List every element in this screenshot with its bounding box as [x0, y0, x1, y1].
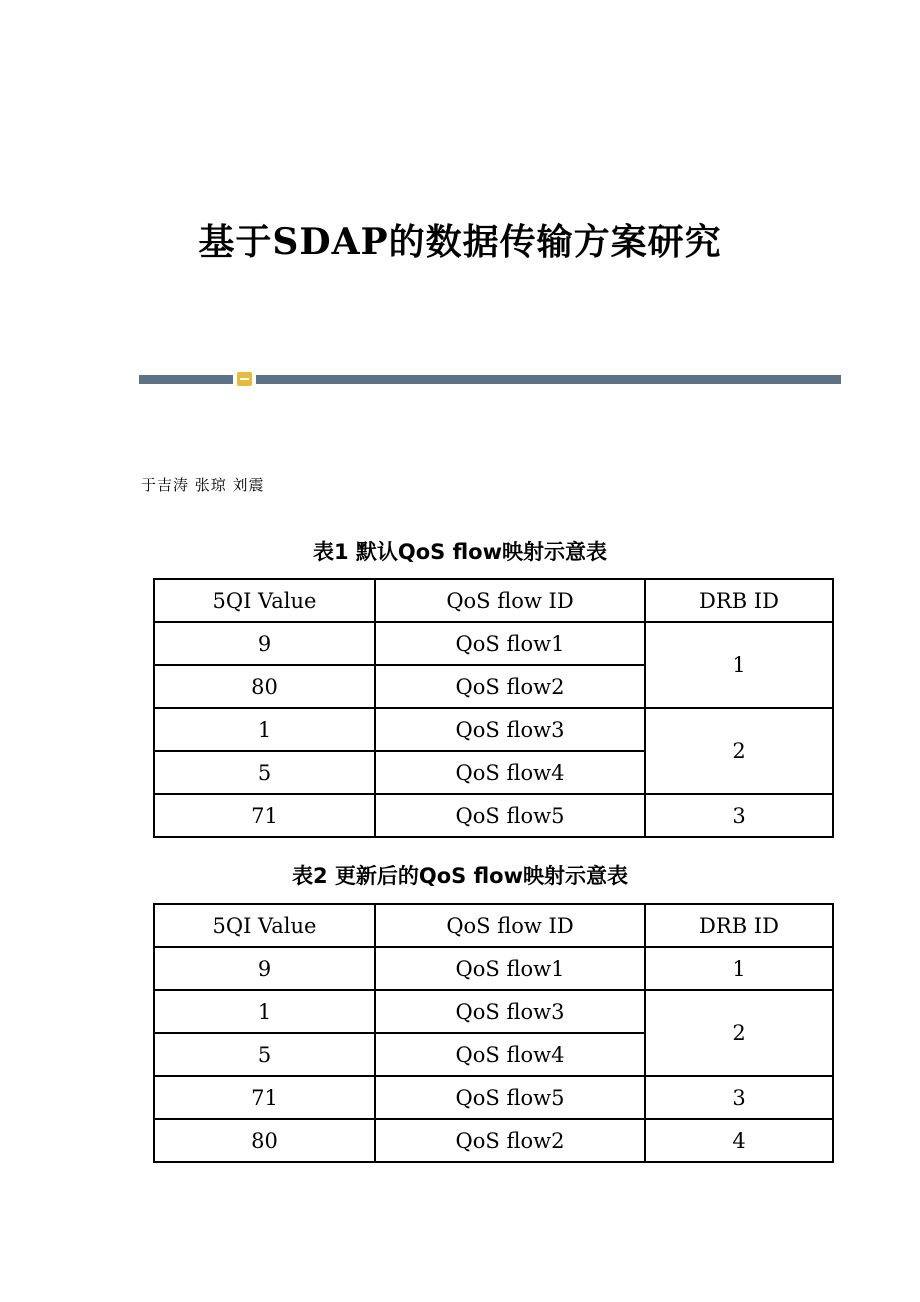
- cell-qos-flow: QoS flow1: [375, 622, 645, 665]
- table-row: [154, 794, 833, 837]
- cell-qos-flow: QoS flow4: [375, 751, 645, 794]
- divider-badge-icon: [237, 372, 252, 386]
- table1: [153, 578, 834, 838]
- header-drb-id: DRB ID: [645, 904, 833, 947]
- table-row: [154, 1119, 833, 1162]
- cell-drb: 4: [645, 1119, 833, 1162]
- table2: [153, 903, 834, 1163]
- table-row: [154, 708, 833, 751]
- title-divider: [139, 375, 841, 384]
- cell-qos-flow: QoS flow2: [375, 1119, 645, 1162]
- cell-qos-flow: QoS flow3: [375, 708, 645, 751]
- cell-qos-flow: QoS flow5: [375, 1076, 645, 1119]
- cell-5qi: 80: [154, 1119, 375, 1162]
- cell-5qi: 71: [154, 794, 375, 837]
- cell-drb: 2: [645, 708, 833, 794]
- header-qos-flow-id: QoS flow ID: [375, 579, 645, 622]
- header-qos-flow-id: QoS flow ID: [375, 904, 645, 947]
- table-row: [154, 990, 833, 1033]
- table1-caption: 表1 默认QoS flow映射示意表: [312, 540, 608, 564]
- cell-5qi: 9: [154, 947, 375, 990]
- header-5qi: 5QI Value: [154, 579, 375, 622]
- cell-drb: 3: [645, 1076, 833, 1119]
- table-header-row: [154, 904, 833, 947]
- cell-5qi: 1: [154, 990, 375, 1033]
- cell-drb: 2: [645, 990, 833, 1076]
- cell-5qi: 71: [154, 1076, 375, 1119]
- cell-5qi: 1: [154, 708, 375, 751]
- cell-5qi: 80: [154, 665, 375, 708]
- table-row: [154, 622, 833, 665]
- cell-5qi: 5: [154, 1033, 375, 1076]
- cell-drb: 1: [645, 947, 833, 990]
- cell-qos-flow: QoS flow4: [375, 1033, 645, 1076]
- table-header-row: [154, 579, 833, 622]
- cell-qos-flow: QoS flow5: [375, 794, 645, 837]
- cell-qos-flow: QoS flow1: [375, 947, 645, 990]
- divider-bar-right: [256, 375, 841, 384]
- cell-5qi: 5: [154, 751, 375, 794]
- cell-drb: 1: [645, 622, 833, 708]
- header-drb-id: DRB ID: [645, 579, 833, 622]
- table-row: [154, 947, 833, 990]
- cell-5qi: 9: [154, 622, 375, 665]
- cell-drb: 3: [645, 794, 833, 837]
- cell-qos-flow: QoS flow3: [375, 990, 645, 1033]
- cell-qos-flow: QoS flow2: [375, 665, 645, 708]
- header-5qi: 5QI Value: [154, 904, 375, 947]
- author-list: 于吉涛 张琼 刘震: [141, 476, 265, 494]
- divider-bar-left: [139, 375, 233, 384]
- page-title: 基于SDAP的数据传输方案研究: [198, 221, 722, 263]
- table-row: [154, 1076, 833, 1119]
- table2-caption: 表2 更新后的QoS flow映射示意表: [291, 864, 629, 888]
